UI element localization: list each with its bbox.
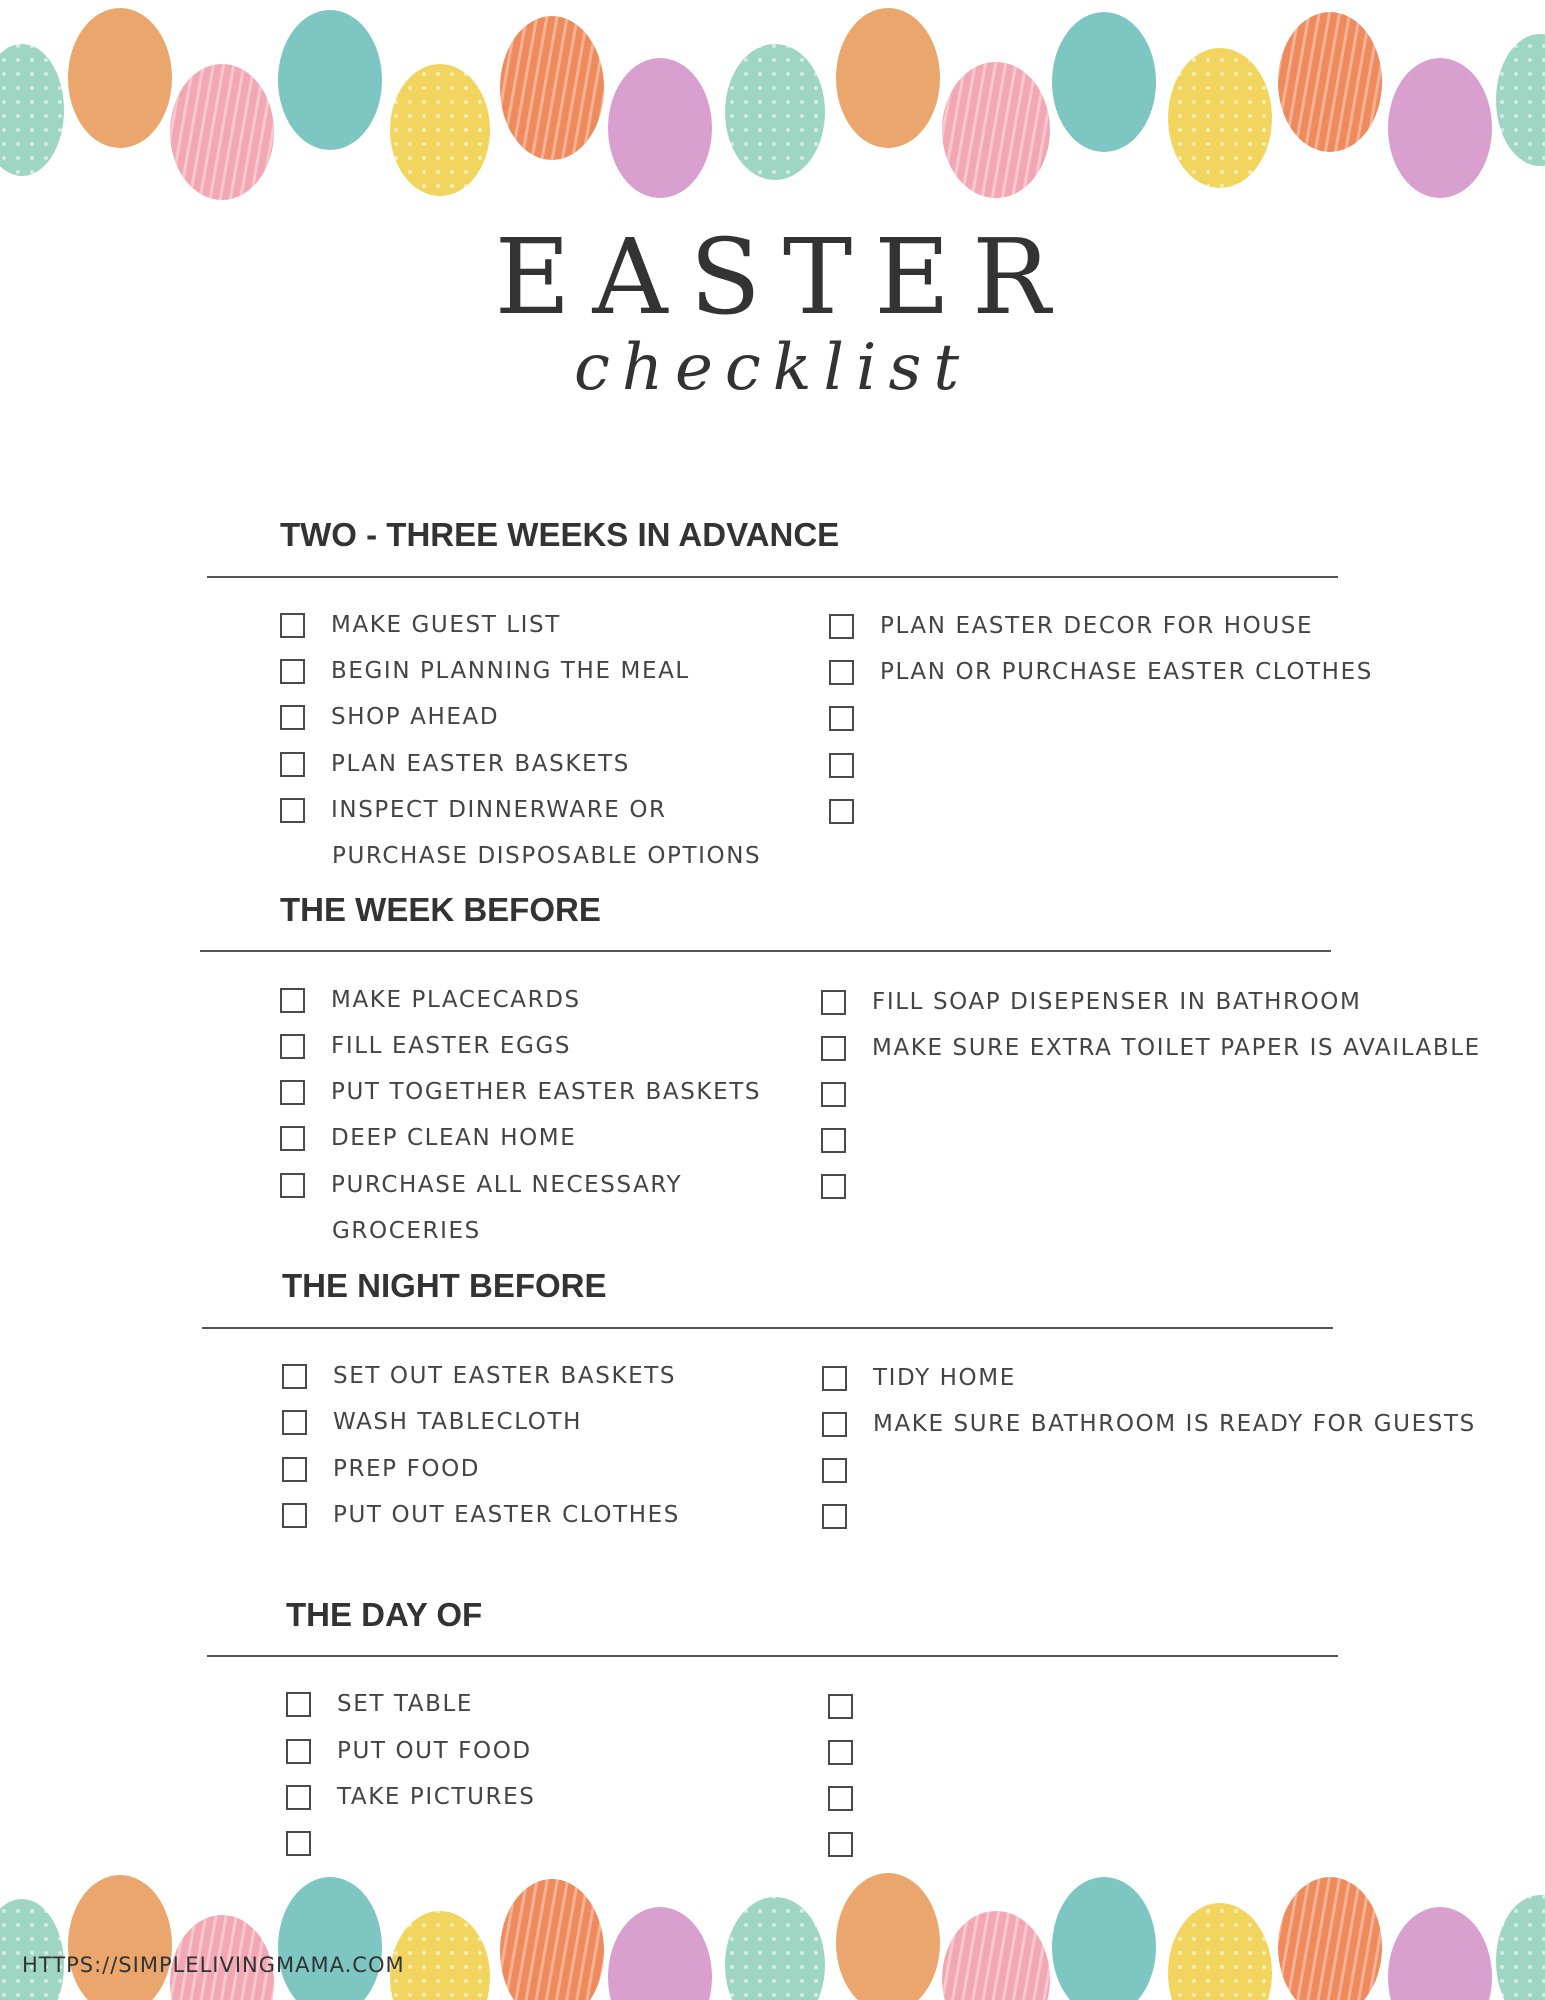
checklist-item[interactable] [828, 1688, 879, 1724]
checklist-item[interactable] [828, 1734, 879, 1770]
checkbox[interactable] [822, 1366, 847, 1391]
checklist-item[interactable]: MAKE PLACECARDS [280, 982, 581, 1018]
checklist-item-continuation: GROCERIES [332, 1218, 481, 1244]
checklist-item[interactable] [829, 793, 880, 829]
checkbox[interactable] [282, 1457, 307, 1482]
checkbox[interactable] [828, 1786, 853, 1811]
checklist-item[interactable]: PUT OUT EASTER CLOTHES [282, 1497, 680, 1533]
checkbox[interactable] [828, 1694, 853, 1719]
checkbox[interactable] [829, 753, 854, 778]
checkbox[interactable] [280, 752, 305, 777]
checklist-item[interactable]: INSPECT DINNERWARE OR [280, 792, 667, 828]
checklist-item[interactable] [829, 700, 880, 736]
section-heading-night: THE NIGHT BEFORE [282, 1267, 607, 1304]
checkbox[interactable] [821, 1128, 846, 1153]
page-title: EASTER [494, 216, 1073, 338]
checklist-item[interactable] [829, 747, 880, 783]
easter-eggs-top-border-icon [0, 0, 1545, 200]
checkbox[interactable] [280, 1126, 305, 1151]
checkbox[interactable] [286, 1831, 311, 1856]
checkbox[interactable] [821, 1036, 846, 1061]
checklist-item[interactable] [828, 1780, 879, 1816]
section-heading-advance: TWO - THREE WEEKS IN ADVANCE [280, 516, 840, 553]
checkbox[interactable] [280, 798, 305, 823]
checklist-item[interactable]: PLAN EASTER DECOR FOR HOUSE [829, 608, 1313, 644]
checklist-item[interactable]: FILL SOAP DISEPENSER IN BATHROOM [821, 984, 1361, 1020]
checklist-item[interactable] [822, 1498, 873, 1534]
section-divider [207, 1655, 1338, 1657]
checklist-item-continuation: PURCHASE DISPOSABLE OPTIONS [332, 843, 762, 869]
checkbox[interactable] [828, 1740, 853, 1765]
checklist-item[interactable]: PURCHASE ALL NECESSARY [280, 1167, 682, 1203]
checklist-item[interactable]: FILL EASTER EGGS [280, 1028, 571, 1064]
checklist-item[interactable] [821, 1122, 872, 1158]
checkbox[interactable] [821, 990, 846, 1015]
checkbox[interactable] [286, 1692, 311, 1717]
section-divider [207, 576, 1338, 578]
checkbox[interactable] [280, 1034, 305, 1059]
checkbox[interactable] [286, 1785, 311, 1810]
checkbox[interactable] [280, 1080, 305, 1105]
checkbox[interactable] [829, 799, 854, 824]
checkbox[interactable] [821, 1082, 846, 1107]
section-divider [200, 950, 1331, 952]
checkbox[interactable] [286, 1739, 311, 1764]
checklist-item[interactable]: MAKE SURE EXTRA TOILET PAPER IS AVAILABLE [821, 1030, 1481, 1066]
checkbox[interactable] [829, 660, 854, 685]
page-subtitle: checklist [573, 331, 972, 405]
checklist-item[interactable]: PUT OUT FOOD [286, 1733, 532, 1769]
checklist-item[interactable]: BEGIN PLANNING THE MEAL [280, 653, 690, 689]
checklist-item[interactable]: TAKE PICTURES [286, 1779, 535, 1815]
checklist-item[interactable]: SHOP AHEAD [280, 699, 499, 735]
checklist-item[interactable] [821, 1076, 872, 1112]
checkbox[interactable] [280, 705, 305, 730]
checkbox[interactable] [822, 1412, 847, 1437]
checklist-item[interactable]: MAKE GUEST LIST [280, 607, 561, 643]
checklist-item[interactable]: PREP FOOD [282, 1451, 480, 1487]
checklist-item[interactable] [822, 1452, 873, 1488]
checkbox[interactable] [280, 613, 305, 638]
checkbox[interactable] [282, 1410, 307, 1435]
checklist-item[interactable]: SET TABLE [286, 1686, 473, 1722]
checkbox[interactable] [829, 614, 854, 639]
section-heading-day: THE DAY OF [286, 1596, 483, 1633]
easter-eggs-bottom-border-icon [0, 1865, 1545, 2000]
checkbox[interactable] [280, 659, 305, 684]
checklist-item[interactable] [286, 1825, 337, 1861]
checkbox[interactable] [822, 1458, 847, 1483]
section-divider [202, 1327, 1333, 1329]
checklist-item[interactable] [828, 1826, 879, 1862]
checklist-item[interactable]: TIDY HOME [822, 1360, 1016, 1396]
checkbox[interactable] [280, 988, 305, 1013]
checkbox[interactable] [828, 1832, 853, 1857]
checkbox[interactable] [282, 1503, 307, 1528]
checklist-item[interactable]: PLAN EASTER BASKETS [280, 746, 630, 782]
checkbox[interactable] [821, 1174, 846, 1199]
checkbox[interactable] [822, 1504, 847, 1529]
footer-url[interactable]: HTTPS://SIMPLELIVINGMAMA.COM [22, 1953, 405, 1977]
checkbox[interactable] [282, 1364, 307, 1389]
checklist-item[interactable]: MAKE SURE BATHROOM IS READY FOR GUESTS [822, 1406, 1476, 1442]
checklist-item[interactable] [821, 1168, 872, 1204]
checkbox[interactable] [829, 706, 854, 731]
checklist-item[interactable]: WASH TABLECLOTH [282, 1404, 582, 1440]
checklist-item[interactable]: DEEP CLEAN HOME [280, 1120, 576, 1156]
checklist-item[interactable]: PLAN OR PURCHASE EASTER CLOTHES [829, 654, 1373, 690]
section-heading-week: THE WEEK BEFORE [280, 891, 601, 928]
checklist-item[interactable]: PUT TOGETHER EASTER BASKETS [280, 1074, 761, 1110]
checklist-item[interactable]: SET OUT EASTER BASKETS [282, 1358, 676, 1394]
checkbox[interactable] [280, 1173, 305, 1198]
